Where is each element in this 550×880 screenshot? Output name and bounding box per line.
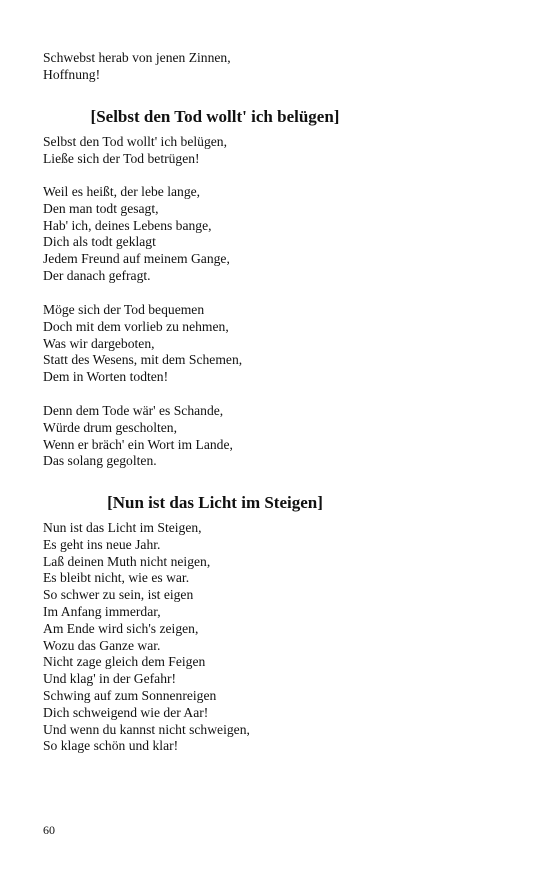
verse-line: Möge sich der Tod bequemen xyxy=(43,302,205,317)
verse-line: Nicht zage gleich dem Feigen xyxy=(43,654,206,670)
verse-line: So klage schön und klar! xyxy=(43,738,179,754)
verse-line: Ließe sich der Tod betrügen! xyxy=(43,150,200,166)
poem-stanza xyxy=(43,134,513,168)
poem-stanza xyxy=(43,184,513,285)
verse-line: Doch mit dem vorlieb zu nehmen, xyxy=(43,318,229,334)
verse-line: Am Ende wird sich's zeigen, xyxy=(43,620,199,636)
verse-line: Weil es heißt, der lebe lange, xyxy=(43,184,201,199)
verse-line: Würde drum gescholten, xyxy=(43,419,178,435)
verse-line: Das solang gegolten. xyxy=(43,453,157,469)
verse-line: Und wenn du kannst nicht schweigen, xyxy=(43,721,250,737)
poem-stanza xyxy=(43,403,513,470)
verse-line: Schwing auf zum Sonnenreigen xyxy=(43,687,217,703)
poem-stanza xyxy=(43,302,513,386)
verse-line: So schwer zu sein, ist eigen xyxy=(43,587,194,603)
verse-line: Es bleibt nicht, wie es war. xyxy=(43,570,190,586)
verse-line: Jedem Freund auf meinem Gange, xyxy=(43,251,230,267)
verse-line: Denn dem Tode wär' es Schande, xyxy=(43,403,224,418)
verse-line: Schwebst herab von jenen Zinnen, xyxy=(43,50,231,65)
verse-line: Hoffnung! xyxy=(43,66,101,82)
verse-line: Hab' ich, deines Lebens bange, xyxy=(43,217,212,233)
verse-line: Was wir dargeboten, xyxy=(43,335,155,351)
verse-line: Der danach gefragt. xyxy=(43,267,151,283)
verse-line: Dem in Worten todten! xyxy=(43,369,169,385)
poem-continuation-stanza xyxy=(43,50,513,84)
verse-line: Im Anfang immerdar, xyxy=(43,603,161,619)
verse-line: Den man todt gesagt, xyxy=(43,200,159,216)
verse-line: Wenn er bräch' ein Wort im Lande, xyxy=(43,436,233,452)
poem-title: [Selbst den Tod wollt' ich belügen] xyxy=(90,107,340,126)
poem-title: [Nun ist das Licht im Steigen] xyxy=(107,493,323,512)
verse-line: Dich als todt geklagt xyxy=(43,234,156,250)
verse-line: Und klag' in der Gefahr! xyxy=(43,671,177,687)
page-number: 60 xyxy=(43,823,55,837)
verse-line: Nun ist das Licht im Steigen, xyxy=(43,520,202,535)
verse-line: Laß deinen Muth nicht neigen, xyxy=(43,553,211,569)
verse-line: Es geht ins neue Jahr. xyxy=(43,536,161,552)
verse-line: Selbst den Tod wollt' ich belügen, xyxy=(43,134,227,149)
verse-line: Statt des Wesens, mit dem Schemen, xyxy=(43,352,243,368)
verse-line: Wozu das Ganze war. xyxy=(43,637,161,653)
poem-stanza xyxy=(43,520,513,755)
verse-line: Dich schweigend wie der Aar! xyxy=(43,704,209,720)
